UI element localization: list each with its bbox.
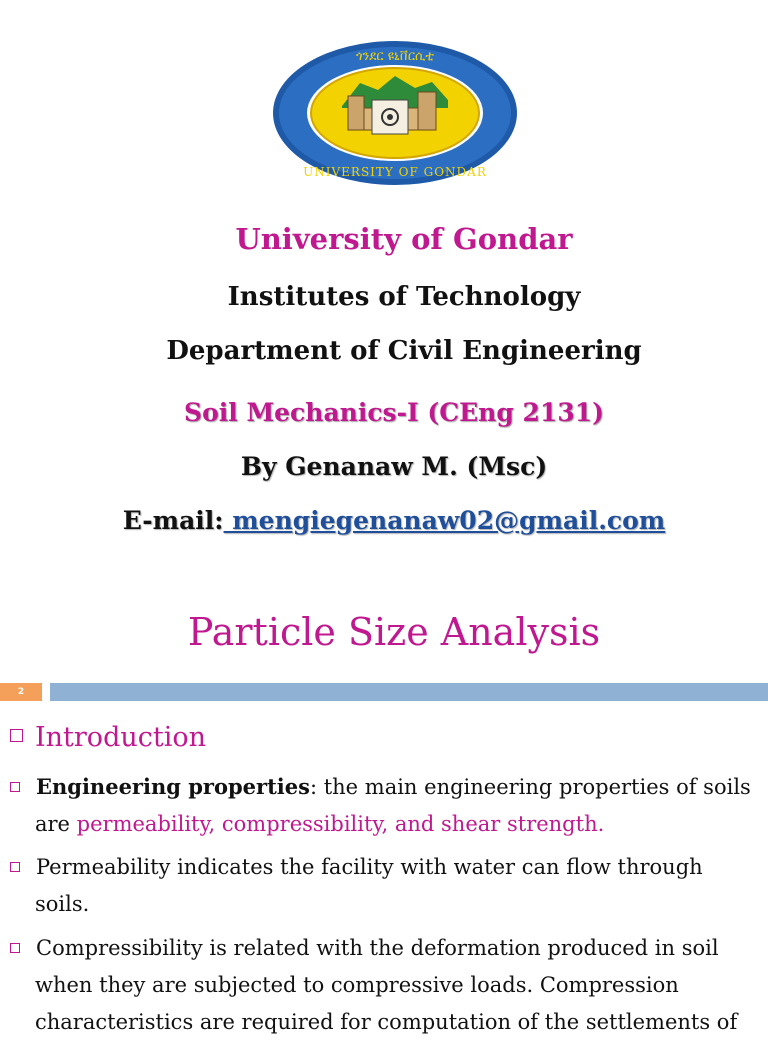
bullet-bold: Engineering properties [36,774,310,799]
bullet-compressibility [10,930,755,1041]
university-logo [270,38,520,188]
page-number-badge: 2 [0,683,42,701]
email-line [10,506,768,535]
square-bullet-icon [10,862,20,872]
square-bullet-icon [10,729,23,742]
heading-text: Introduction [35,722,206,753]
square-bullet-icon [10,943,20,953]
logo-top-text: ጎንደር ዩኒቨርሲቲ [355,49,435,64]
bullet-highlight: permeability, compressibility, and shear strength. [76,812,605,836]
slide-title: Particle Size Analysis [187,610,601,654]
bullet-permeability [10,849,755,923]
bullet-text: Permeability indicates the facility with water can flow through soils. [35,855,703,916]
university-name: University of Gondar [235,222,573,256]
header-bar [50,683,768,701]
email-link[interactable]: mengiegenanaw02@gmail.com [223,506,666,535]
logo-bottom-text: University of Gondar [303,165,487,179]
institute-name: Institutes of Technology [227,282,581,312]
bullet-text: : the main engineering properties of soils are [35,775,751,836]
department-name: Department of Civil Engineering [166,336,642,366]
author-name: By Genanaw M. (Msc) [240,452,548,481]
slide-divider [0,683,768,701]
bullet-engineering-properties [10,768,755,843]
section-heading [10,722,206,753]
bullet-text: Compressibility is related with the deformation produced in soil when they are subjected to compressive loads. Compression characteristics are required for computation of the settlements of [35,936,738,1034]
square-bullet-icon [10,782,20,792]
course-title: Soil Mechanics-I (CEng 2131) [184,398,604,427]
email-label: E-mail: [122,506,224,535]
